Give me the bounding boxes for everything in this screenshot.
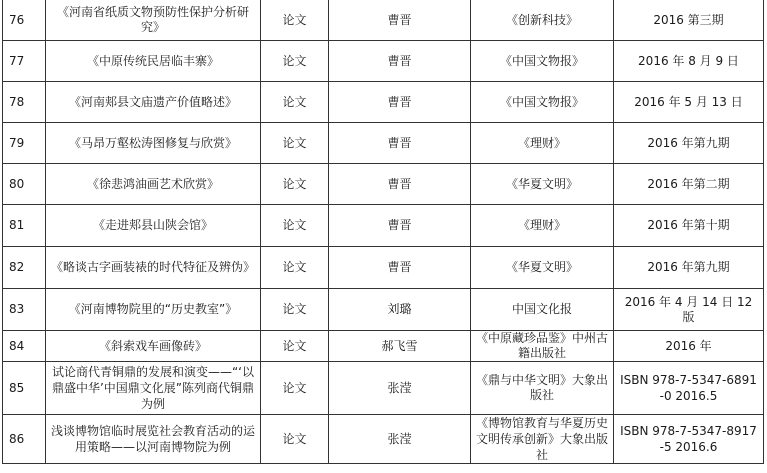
paper-title: 《中原传统民居临丰寨》	[46, 41, 261, 82]
author-name: 张滢	[329, 362, 471, 415]
paper-title: 《斜索戏车画像砖》	[46, 331, 261, 362]
publication-date: 2016 年	[614, 331, 764, 362]
paper-title: 《徐悲鸿油画艺术欣赏》	[46, 164, 261, 205]
author-name: 张滢	[329, 415, 471, 464]
work-type: 论文	[261, 289, 329, 331]
row-number: 86	[3, 415, 46, 464]
publication-date: 2016 年第二期	[614, 164, 764, 205]
row-number: 83	[3, 289, 46, 331]
publication-date: 2016 年 5 月 13 日	[614, 82, 764, 123]
table-row	[3, 0, 764, 41]
publication-source: 《中国文物报》	[471, 41, 614, 82]
work-type: 论文	[261, 362, 329, 415]
paper-title: 《走进郏县山陕会馆》	[46, 205, 261, 247]
table-row	[3, 415, 764, 464]
author-name: 曹晋	[329, 0, 471, 41]
work-type: 论文	[261, 415, 329, 464]
table-row	[3, 82, 764, 123]
publication-source: 《理财》	[471, 205, 614, 247]
publication-source: 《博物馆教育与华夏历史文明传承创新》大象出版社	[471, 415, 614, 464]
publication-source: 《华夏文明》	[471, 164, 614, 205]
publication-source: 《创新科技》	[471, 0, 614, 41]
author-name: 刘璐	[329, 289, 471, 331]
publication-source: 《华夏文明》	[471, 247, 614, 289]
row-number: 81	[3, 205, 46, 247]
paper-title: 浅谈博物馆临时展览社会教育活动的运用策略——以河南博物院为例	[46, 415, 261, 464]
row-number: 80	[3, 164, 46, 205]
table-row	[3, 123, 764, 164]
publication-date: 2016 第三期	[614, 0, 764, 41]
table-row	[3, 164, 764, 205]
publication-date: ISBN 978-7-5347-6891-0 2016.5	[614, 362, 764, 415]
author-name: 曹晋	[329, 205, 471, 247]
publication-source: 中国文化报	[471, 289, 614, 331]
table-row	[3, 362, 764, 415]
publication-table	[2, 0, 764, 464]
author-name: 曹晋	[329, 123, 471, 164]
publication-source: 《中原藏珍品鉴》中州古籍出版社	[471, 331, 614, 362]
paper-title: 试论商代青铜鼎的发展和演变——“‘以鼎盛中华’中国鼎文化展”陈列商代铜鼎为例	[46, 362, 261, 415]
paper-title: 《河南郏县文庙遗产价值略述》	[46, 82, 261, 123]
publication-source: 《中国文物报》	[471, 82, 614, 123]
table-row	[3, 205, 764, 247]
author-name: 郝飞雪	[329, 331, 471, 362]
table-row	[3, 289, 764, 331]
row-number: 82	[3, 247, 46, 289]
author-name: 曹晋	[329, 82, 471, 123]
publication-date: 2016 年第九期	[614, 247, 764, 289]
publication-date: 2016 年第九期	[614, 123, 764, 164]
publication-source: 《理财》	[471, 123, 614, 164]
paper-title: 《河南博物院里的“历史教室”》	[46, 289, 261, 331]
publication-date: 2016 年第十期	[614, 205, 764, 247]
author-name: 曹晋	[329, 164, 471, 205]
row-number: 79	[3, 123, 46, 164]
publication-source: 《鼎与中华文明》大象出版社	[471, 362, 614, 415]
table-row	[3, 331, 764, 362]
author-name: 曹晋	[329, 247, 471, 289]
paper-title: 《马昂万壑松涛图修复与欣赏》	[46, 123, 261, 164]
row-number: 78	[3, 82, 46, 123]
author-name: 曹晋	[329, 41, 471, 82]
row-number: 84	[3, 331, 46, 362]
row-number: 77	[3, 41, 46, 82]
work-type: 论文	[261, 123, 329, 164]
paper-title: 《河南省纸质文物预防性保护分析研究》	[46, 0, 261, 41]
table-row	[3, 247, 764, 289]
work-type: 论文	[261, 205, 329, 247]
work-type: 论文	[261, 164, 329, 205]
work-type: 论文	[261, 0, 329, 41]
table-row	[3, 41, 764, 82]
work-type: 论文	[261, 82, 329, 123]
publication-date: 2016 年 8 月 9 日	[614, 41, 764, 82]
work-type: 论文	[261, 247, 329, 289]
paper-title: 《略谈古字画装裱的时代特征及辨伪》	[46, 247, 261, 289]
row-number: 76	[3, 0, 46, 41]
work-type: 论文	[261, 331, 329, 362]
publication-date: 2016 年 4 月 14 日 12 版	[614, 289, 764, 331]
work-type: 论文	[261, 41, 329, 82]
row-number: 85	[3, 362, 46, 415]
publication-date: ISBN 978-7-5347-8917-5 2016.6	[614, 415, 764, 464]
